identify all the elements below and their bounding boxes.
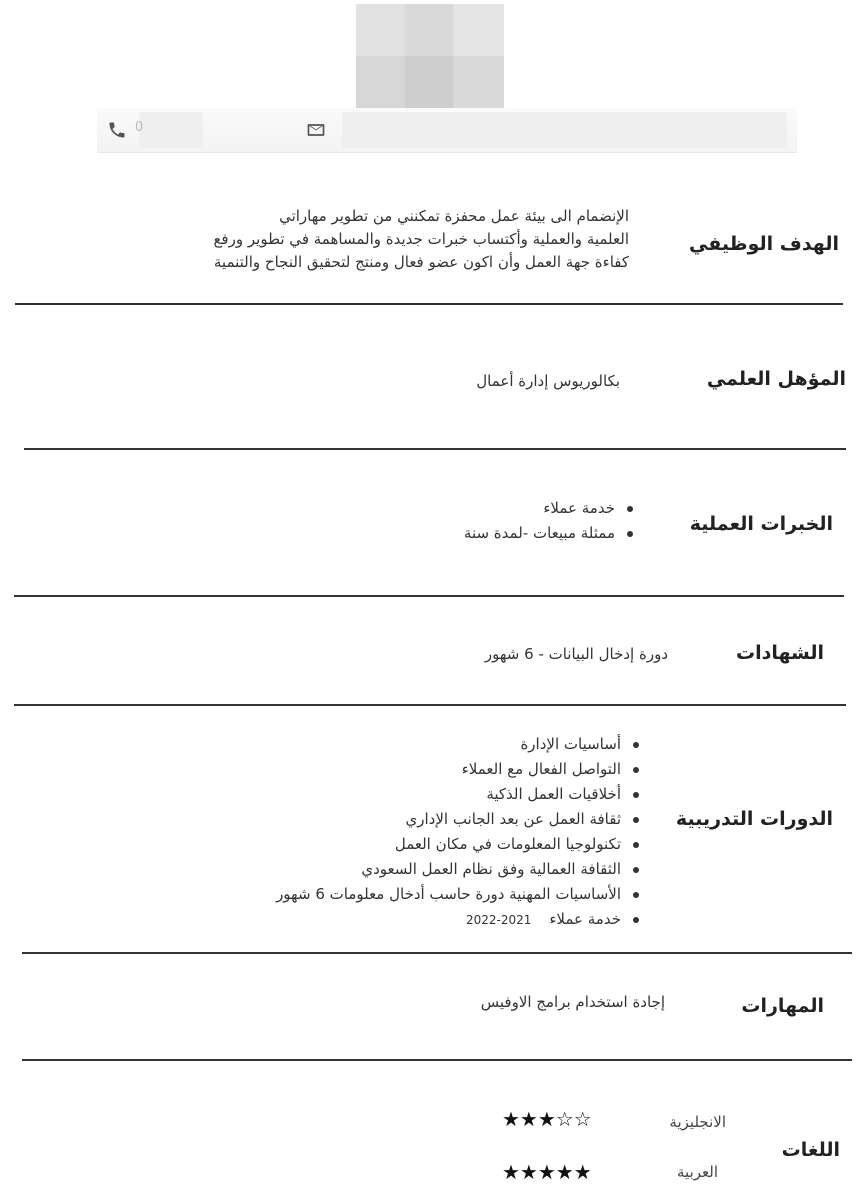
objective-line: الإنضمام الى بيئة عمل محفزة تمكنني من تطوير مهاراتي bbox=[279, 207, 629, 225]
experience-list bbox=[464, 496, 633, 546]
courses-list bbox=[276, 732, 639, 932]
section-divider bbox=[24, 448, 846, 450]
rating-stars: ★★★☆☆ bbox=[502, 1107, 592, 1131]
section-divider bbox=[14, 704, 846, 706]
list-item: الثقافة العمالية وفق نظام العمل السعودي bbox=[276, 857, 639, 882]
blurred-region bbox=[342, 112, 787, 148]
experience-title: الخبرات العملية bbox=[689, 513, 833, 535]
phone-value: 0 bbox=[135, 120, 144, 135]
section-divider bbox=[15, 303, 843, 305]
qualification-value: بكالوريوس إدارة أعمال bbox=[476, 372, 620, 390]
contact-bar bbox=[97, 108, 797, 153]
list-item bbox=[276, 907, 639, 932]
skills-value: إجادة استخدام برامج الاوفيس bbox=[480, 993, 665, 1011]
objective-text bbox=[213, 205, 629, 274]
qualification-title: المؤهل العلمي bbox=[706, 368, 846, 390]
courses-title: الدورات التدريبية bbox=[675, 808, 833, 830]
objective-title: الهدف الوظيفي bbox=[689, 233, 839, 255]
language-name: الانجليزية bbox=[669, 1113, 726, 1131]
section-divider bbox=[22, 952, 852, 954]
list-item: تكنولوجيا المعلومات في مكان العمل bbox=[276, 832, 639, 857]
certificates-value: دورة إدخال البيانات - 6 شهور bbox=[484, 645, 668, 663]
rating-stars: ★★★★★ bbox=[502, 1160, 592, 1184]
list-item: ثقافة العمل عن بعد الجانب الإداري bbox=[276, 807, 639, 832]
list-item: أخلاقيات العمل الذكية bbox=[276, 782, 639, 807]
course-years: 2021-2022 bbox=[465, 913, 532, 927]
list-item: التواصل الفعال مع العملاء bbox=[276, 757, 639, 782]
languages-title: اللغات bbox=[781, 1139, 840, 1161]
list-item: ممثلة مبيعات -لمدة سنة bbox=[464, 521, 633, 546]
list-item: خدمة عملاء bbox=[464, 496, 633, 521]
list-item: الأساسيات المهنية دورة حاسب أدخال معلومات 6 شهور bbox=[276, 882, 639, 907]
blurred-region bbox=[139, 112, 203, 148]
objective-line: العلمية والعملية وأكتساب خبرات جديدة والمساهمة في تطوير ورفع bbox=[213, 230, 629, 248]
phone-icon bbox=[107, 120, 127, 140]
envelope-icon bbox=[306, 120, 326, 140]
list-item: أساسيات الإدارة bbox=[276, 732, 639, 757]
profile-photo bbox=[356, 4, 504, 108]
objective-line: كفاءة جهة العمل وأن اكون عضو فعال ومنتج لتحقيق النجاح والتنمية bbox=[213, 253, 629, 271]
skills-title: المهارات bbox=[741, 995, 824, 1017]
course-name: خدمة عملاء bbox=[549, 910, 621, 928]
language-name: العربية bbox=[677, 1163, 718, 1181]
certificates-title: الشهادات bbox=[735, 642, 824, 664]
section-divider bbox=[22, 1059, 852, 1061]
section-divider bbox=[14, 595, 844, 597]
